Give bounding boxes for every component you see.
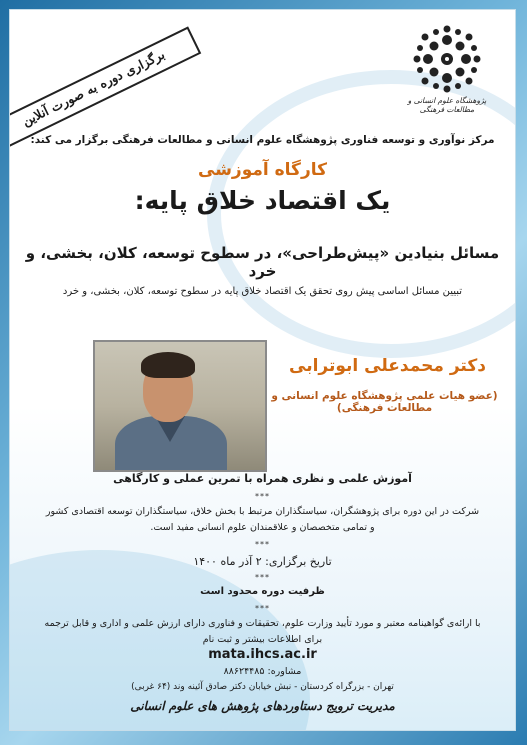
- event-date: تاریخ برگزاری: ۲ آذر ماه ۱۴۰۰: [193, 555, 332, 568]
- address: تهران - بزرگراه کردستان - نبش خیابان دکتر صادق آئینه وند (۶۴ غربی): [131, 682, 394, 692]
- institute-logo: [399, 24, 495, 114]
- register-note: برای اطلاعات بیشتر و ثبت نام: [202, 634, 323, 645]
- training-type: آموزش علمی و نظری همراه با تمرین عملی و کارگاهی: [113, 472, 412, 485]
- capacity-note: ظرفیت دوره محدود است: [200, 586, 325, 597]
- institute-logo-icon: [412, 24, 482, 94]
- footer-title: مدیریت ترویج دستاوردهای پژوهش های علوم انسانی: [130, 699, 395, 713]
- speaker-name: دکتر محمدعلی ابوترابی: [289, 356, 486, 376]
- online-ribbon: برگزاری دوره به صورت آنلاین: [10, 26, 201, 151]
- logo-text: پژوهشگاه علوم انسانی و مطالعات فرهنگی: [407, 96, 487, 114]
- separator: ***: [255, 604, 270, 613]
- phone-number: مشاوره: ۸۸۶۲۴۴۸۵: [223, 666, 302, 677]
- organizer-line: مرکز نوآوری و توسعه فناوری پژوهشگاه علوم انسانی و مطالعات فرهنگی برگزار می کند:: [30, 134, 495, 146]
- separator: ***: [255, 573, 270, 582]
- workshop-label: کارگاه آموزشی: [198, 160, 327, 180]
- poster: [10, 10, 515, 730]
- workshop-subtitle: مسائل بنیادین «پیش‌طراحی»، در سطوح توسعه، کلان، بخشی، و خرد: [25, 244, 500, 280]
- speaker-photo: [93, 340, 267, 472]
- participants-line-2: و تمامی متخصصان و علاقمندان علوم انسانی مفید است.: [150, 522, 375, 533]
- workshop-title: یک اقتصاد خلاق پایه:: [134, 186, 391, 215]
- website-link[interactable]: mata.ihcs.ac.ir: [208, 647, 317, 662]
- certificate-note: با ارائه‌ی گواهینامه معتبر و مورد تأیید وزارت علوم، تحقیقات و فناوری دارای ارزش علمی و اداری و قابل ترجمه: [44, 618, 481, 629]
- speaker-affiliation: (عضو هیات علمی پژوهشگاه علوم انسانی و مطالعات فرهنگی): [271, 390, 498, 414]
- workshop-description: تبیین مسائل اساسی پیش روی تحقق یک اقتصاد خلاق پایه در سطوح توسعه، کلان، بخشی، و خرد: [62, 286, 463, 297]
- separator: ***: [255, 492, 270, 501]
- separator: ***: [255, 540, 270, 549]
- participants-line-1: شرکت در این دوره برای پژوهشگران، سیاستگذاران مرتبط با بخش خلاق، سیاستگذاران توسعه اقتصادی کشور: [45, 506, 480, 517]
